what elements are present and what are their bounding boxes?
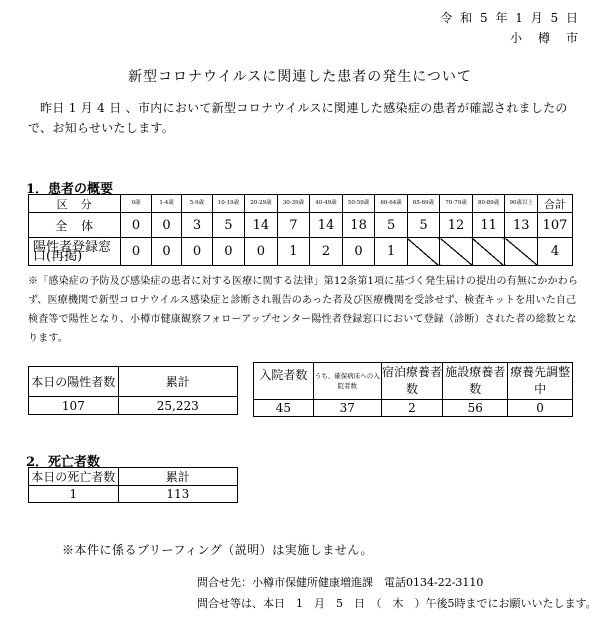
count-cell: 0 — [151, 238, 181, 266]
count-cell: 13 — [505, 213, 538, 238]
adjusting-label: 療養先調整中 — [508, 363, 573, 400]
section1-heading: 1．患者の概要 — [26, 182, 114, 197]
cumulative-label: 累計 — [118, 367, 237, 397]
contact-block — [197, 572, 597, 614]
inquiry-deadline: 問合せ等は、本日 1 月 5 日 （ 木 ）午後5時までにお願いいたします。 — [197, 597, 597, 610]
diagonal-empty-cell — [440, 238, 473, 266]
count-cell: 5 — [407, 213, 439, 238]
age-header: 70-79歳 — [440, 195, 473, 213]
secured-beds-label: うち、確保病床への入院者数 — [313, 363, 381, 400]
cumulative-positives-value: 25,223 — [118, 397, 237, 415]
issuing-city: 小 樽 市 — [509, 31, 580, 45]
today-positives-value: 107 — [29, 397, 119, 415]
age-header: 10-19歳 — [212, 195, 244, 213]
deaths-value-row — [29, 486, 238, 503]
hospitalization-header-row — [254, 363, 573, 400]
definition-note: ※「感染症の予防及び感染症の患者に対する医療に関する法律」第12条第1項に基づく発生届けの提出の有無にかかわらず、医療機関で新型コロナウイルス感染症と診断され報告のあった者及び医療機関を受診せず、検査キットを用いた自己検査等で陽性となり、小樽市健康観察フォローアップセンター陽性者登録窓口において登録（診断）された者の総数となります。 — [28, 276, 579, 344]
count-cell: 7 — [277, 213, 309, 238]
total-cell: 107 — [538, 213, 573, 238]
age-header: 5-9歳 — [182, 195, 212, 213]
count-cell: 3 — [182, 213, 212, 238]
count-cell: 18 — [342, 213, 375, 238]
today-deaths-value: 1 — [29, 486, 119, 503]
lodging-value: 2 — [381, 400, 443, 417]
facility-value: 56 — [443, 400, 508, 417]
section2-heading: 2．死亡者数 — [26, 455, 101, 470]
count-cell: 0 — [212, 238, 244, 266]
positives-header-row — [29, 367, 238, 397]
adjusting-value: 0 — [508, 400, 573, 417]
deaths-header-row — [29, 468, 238, 486]
count-cell: 0 — [121, 238, 151, 266]
age-header: 60-64歳 — [375, 195, 407, 213]
count-cell: 1 — [277, 238, 309, 266]
diagonal-empty-cell — [505, 238, 538, 266]
release-date: 令 和 5 年 1 月 5 日 — [440, 11, 580, 25]
count-cell: 5 — [375, 213, 407, 238]
age-header: 20-29歳 — [245, 195, 278, 213]
deaths-cumulative-label: 累計 — [118, 468, 237, 486]
count-cell: 0 — [245, 238, 278, 266]
count-cell: 11 — [472, 213, 505, 238]
intro-paragraph: 昨日 1 月 4 日 、市内において新型コロナウイルスに関連した感染症の患者が確認されましたので、お知らせいたします。 — [28, 101, 568, 135]
row-label-registration: 陽性者登録窓口(再掲) — [29, 238, 121, 266]
count-cell: 12 — [440, 213, 473, 238]
hospitalization-table — [253, 362, 573, 417]
age-header: 50-59歳 — [342, 195, 375, 213]
total-header: 合計 — [538, 195, 573, 213]
secured-beds-value: 37 — [313, 400, 381, 417]
cumulative-deaths-value: 113 — [118, 486, 237, 503]
count-cell: 14 — [245, 213, 278, 238]
age-header: 1-4歳 — [151, 195, 181, 213]
count-cell: 1 — [375, 238, 407, 266]
today-positives-label: 本日の陽性者数 — [29, 367, 119, 397]
count-cell: 0 — [121, 213, 151, 238]
row-label-all: 全 体 — [29, 213, 121, 238]
count-cell: 2 — [310, 238, 343, 266]
diagonal-empty-cell — [407, 238, 439, 266]
facility-label: 施設療養者数 — [443, 363, 508, 400]
age-header-row — [29, 195, 573, 213]
age-header: 40-49歳 — [310, 195, 343, 213]
contact-line: 問合せ先：小樽市保健所健康増進課 電話0134-22-3110 — [197, 576, 484, 589]
positives-table — [28, 366, 238, 415]
category-header: 区 分 — [29, 195, 121, 213]
date-block — [420, 8, 580, 48]
positives-value-row — [29, 397, 238, 415]
age-header: 65-69歳 — [407, 195, 439, 213]
briefing-note: ※本件に係るブリーフィング（説明）は実施しません。 — [62, 543, 373, 557]
diagonal-empty-cell — [472, 238, 505, 266]
hospitalization-value-row — [254, 400, 573, 417]
count-cell: 5 — [212, 213, 244, 238]
age-header: 80-89歳 — [472, 195, 505, 213]
lodging-label: 宿泊療養者数 — [381, 363, 443, 400]
count-cell: 14 — [310, 213, 343, 238]
registration-row — [29, 238, 573, 266]
total-cell: 4 — [538, 238, 573, 266]
count-cell: 0 — [342, 238, 375, 266]
inpatients-value: 45 — [254, 400, 314, 417]
age-header: 90歳以上 — [505, 195, 538, 213]
deaths-table — [28, 467, 238, 503]
count-cell: 0 — [151, 213, 181, 238]
all-patients-row — [29, 213, 573, 238]
today-deaths-label: 本日の死亡者数 — [29, 468, 119, 486]
age-header: 30-39歳 — [277, 195, 309, 213]
patient-summary-table — [28, 194, 573, 266]
page-title: 新型コロナウイルスに関連した患者の発生について — [128, 69, 472, 85]
age-header: 0歳 — [121, 195, 151, 213]
inpatients-label: 入院者数 — [254, 363, 314, 400]
count-cell: 0 — [182, 238, 212, 266]
